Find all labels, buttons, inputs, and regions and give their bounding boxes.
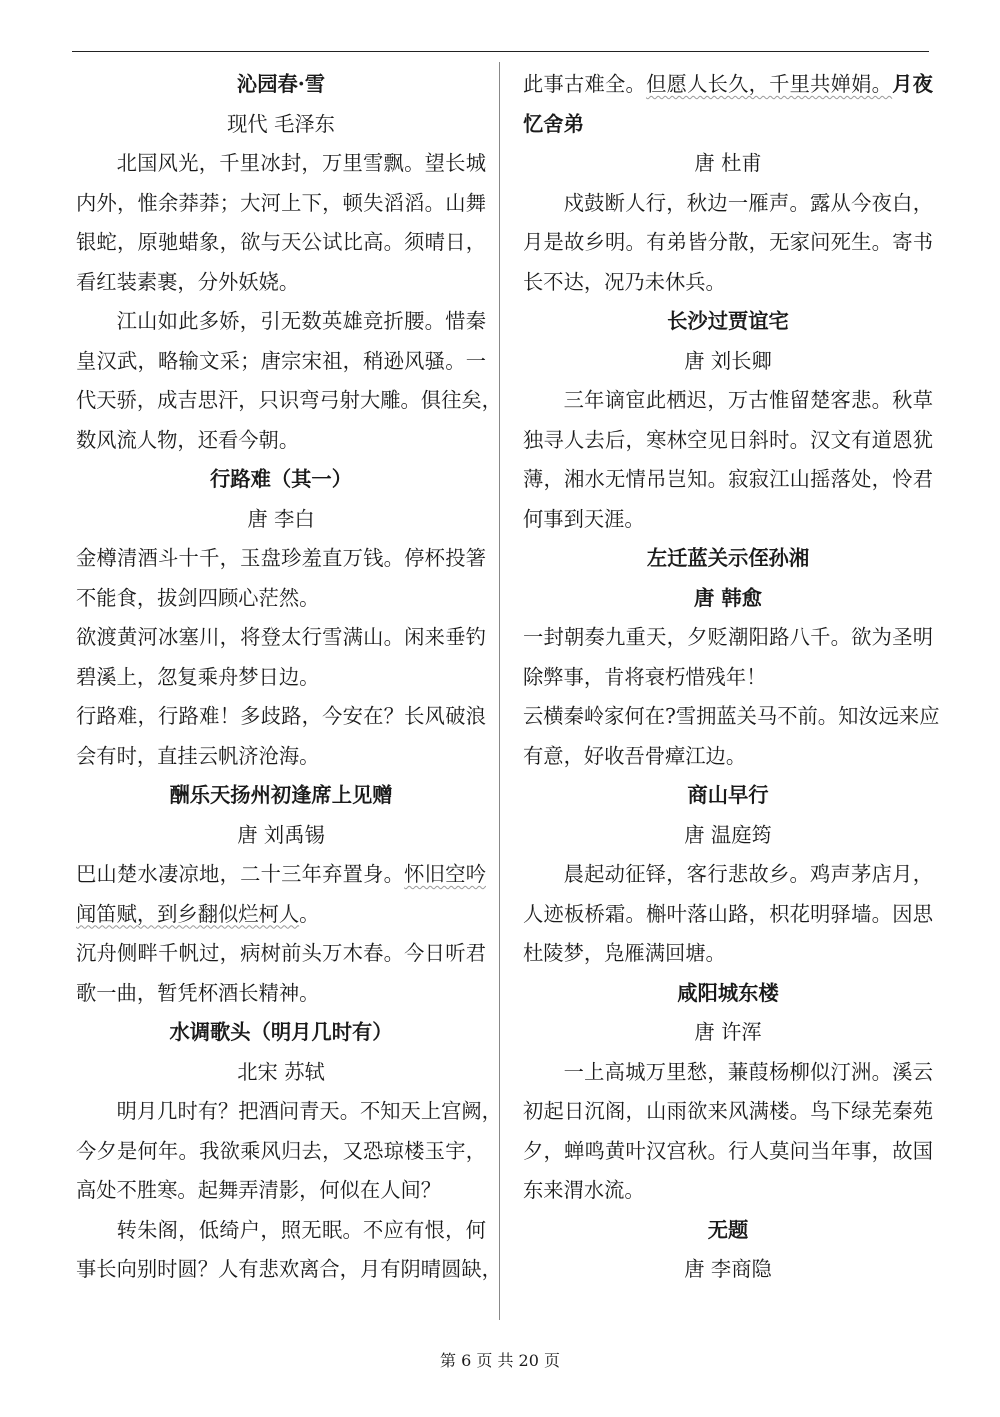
text-span: 行路难（其一）: [210, 467, 352, 491]
text-span: 初起日沉阁，山雨欲来风满楼。鸟下绿芜秦苑: [523, 1099, 933, 1123]
text-line: [523, 1171, 933, 1211]
text-span: 唐 许浑: [694, 1020, 762, 1044]
text-span: 云横秦岭家何在?雪拥蓝关马不前。知汝远来应: [523, 704, 940, 728]
text-span: 不能食，拔剑四顾心茫然。: [76, 585, 320, 610]
text-line: [76, 144, 486, 184]
underlined-text: 但愿人长久，千里共婵娟。: [646, 72, 893, 96]
text-span: 代天骄，成吉思汗，只识弯弓射大雕。俱往矣，: [76, 388, 502, 412]
text-line: [523, 263, 933, 303]
text-line: [76, 1092, 502, 1132]
text-line: [523, 658, 933, 698]
text-span: 杜陵梦，凫雁满回塘。: [523, 941, 726, 965]
text-span: 碧溪上，忽复乘舟梦日边。: [76, 664, 320, 689]
poem-title: [523, 302, 933, 342]
poem-title: [523, 1211, 933, 1251]
poem-author: [76, 500, 486, 540]
text-span: 水调歌头（明月几时有）: [169, 1020, 393, 1044]
right-column: [523, 65, 940, 1290]
text-line: [76, 539, 486, 579]
text-span: 沉舟侧畔千帆过，病树前头万木春。今日听君: [76, 941, 486, 965]
text-span: 除弊事，肯将衰朽惜残年！: [523, 664, 767, 689]
poem-title: [76, 776, 486, 816]
text-span: 晨起动征铎，客行悲故乡。鸡声茅店月，: [563, 862, 933, 886]
page-number: 第 6 页 共 20 页: [440, 1351, 560, 1370]
poem-title: [523, 776, 933, 816]
text-line: [523, 1053, 933, 1093]
text-span: 金樽清酒斗十千，玉盘珍羞直万钱。停杯投箸: [76, 546, 486, 570]
poem-author: [523, 342, 933, 382]
text-span: 明月几时有？把酒问青天。不知天上宫阙，: [116, 1099, 502, 1123]
text-line: [523, 618, 933, 658]
text-span: 看红装素裹，分外妖娆。: [76, 269, 300, 294]
text-line: [76, 934, 486, 974]
text-span: 皇汉武，略输文采；唐宗宋祖，稍逊风骚。一: [76, 348, 486, 373]
text-span: 事长向别时圆？人有悲欢离合，月有阴晴圆缺，: [76, 1257, 502, 1281]
text-line: [76, 302, 486, 342]
text-span: 商山早行: [687, 783, 769, 807]
text-span: 现代 毛泽东: [227, 111, 335, 136]
text-span: 东来渭水流。: [523, 1178, 645, 1202]
text-line: [523, 460, 933, 500]
text-span: 数风流人物，还看今朝。: [76, 427, 300, 452]
text-span: 高处不胜寒。起舞弄清影，何似在人间？: [76, 1178, 442, 1202]
text-span: 今夕是何年。我欲乘风归去，又恐琼楼玉宇，: [76, 1138, 486, 1163]
underlined-text: 闻笛赋，到乡翻似烂柯人: [76, 901, 300, 926]
text-line: [76, 697, 486, 737]
text-line: [76, 184, 486, 224]
text-span: 欲渡黄河冰塞川，将登太行雪满山。闲来垂钓: [76, 625, 486, 649]
poem-author: [523, 1250, 933, 1290]
text-span: 人迹板桥霜。槲叶落山路，枳花明驿墙。因思: [523, 901, 933, 926]
text-span: 此事古难全。: [523, 72, 647, 96]
text-line: [523, 421, 933, 461]
text-line: [523, 934, 933, 974]
poem-title: [523, 974, 933, 1014]
text-span: 银蛇，原驰蜡象，欲与天公试比高。须晴日，: [76, 230, 486, 254]
text-line: [76, 1132, 486, 1172]
text-span: 。: [299, 901, 320, 926]
text-span: 转朱阁，低绮户，照无眠。不应有恨，何: [116, 1217, 486, 1242]
text-line: [76, 342, 486, 382]
left-column: [76, 65, 502, 1290]
text-line: [76, 1171, 486, 1211]
text-span: 长不达，况乃未休兵。: [523, 269, 726, 294]
text-line: [76, 855, 486, 895]
text-line: [523, 855, 933, 895]
text-line: [76, 421, 486, 461]
text-span: 唐 杜甫: [694, 151, 762, 175]
text-line: [523, 697, 940, 737]
underlined-text: 怀旧空吟: [404, 862, 486, 886]
poem-title: [523, 579, 933, 619]
text-span: 唐 李商隐: [684, 1257, 772, 1281]
text-line: [76, 737, 486, 777]
text-line: [76, 974, 486, 1014]
text-span: 内外，惟余莽莽；大河上下，顿失滔滔。山舞: [76, 190, 486, 215]
text-span: 沁园春·雪: [236, 72, 326, 96]
text-span: 夕，蝉鸣黄叶汉宫秋。行人莫问当年事，故国: [523, 1138, 933, 1163]
text-line: [523, 381, 933, 421]
text-span: 酬乐天扬州初逢席上见赠: [169, 783, 393, 807]
text-span: 独寻人去后，寒林空见日斜时。汉文有道恩犹: [523, 427, 933, 452]
text-line: [76, 618, 486, 658]
text-span: 薄，湘水无情吊岂知。寂寂江山摇落处，怜君: [523, 467, 933, 491]
text-span: 一上高城万里愁，蒹葭杨柳似汀洲。溪云: [563, 1059, 933, 1084]
text-span: 咸阳城东楼: [677, 980, 779, 1005]
text-line: [76, 223, 486, 263]
poem-author: [76, 816, 486, 856]
text-line: [523, 1132, 933, 1172]
text-span: 何事到天涯。: [523, 506, 645, 531]
poem-author: [76, 105, 486, 145]
poem-title: [76, 65, 486, 105]
text-line: [523, 737, 933, 777]
text-span: 唐 韩愈: [694, 585, 762, 610]
text-line: [523, 105, 933, 145]
text-span: 月是故乡明。有弟皆分散，无家问死生。寄书: [523, 230, 933, 254]
text-span: 唐 刘禹锡: [237, 822, 325, 847]
text-span: 有意，好收吾骨瘴江边。: [523, 743, 747, 768]
text-line: [523, 1092, 933, 1132]
text-line: [76, 381, 502, 421]
poem-author: [523, 816, 933, 856]
text-line: [523, 65, 933, 105]
text-line: [76, 1211, 486, 1251]
header-rule: [72, 51, 929, 52]
text-line: [523, 500, 933, 540]
text-span: 歌一曲，暂凭杯酒长精神。: [76, 980, 320, 1005]
bold-title-text: 月夜: [892, 72, 933, 96]
bold-title-text: 忆舍弟: [523, 111, 584, 136]
text-span: 唐 刘长卿: [684, 348, 772, 373]
poem-author: [523, 1013, 933, 1053]
text-span: 一封朝奏九重天，夕贬潮阳路八千。欲为圣明: [523, 625, 933, 649]
text-span: 无题: [707, 1217, 749, 1242]
poem-title: [76, 1013, 486, 1053]
text-line: [523, 223, 933, 263]
text-line: [76, 895, 486, 935]
text-span: 北国风光，千里冰封，万里雪飘。望长城: [116, 151, 486, 175]
text-line: [523, 895, 933, 935]
text-span: 会有时，直挂云帆济沧海。: [76, 743, 320, 768]
text-span: 三年谪宦此栖迟，万古惟留楚客悲。秋草: [563, 388, 933, 412]
text-span: 北宋 苏轼: [237, 1059, 325, 1084]
poem-title: [76, 460, 486, 500]
text-span: 江山如此多娇，引无数英雄竞折腰。惜秦: [116, 309, 486, 333]
text-line: [523, 184, 933, 224]
text-span: 长沙过贾谊宅: [667, 309, 789, 333]
poem-author: [523, 144, 933, 184]
text-line: [76, 1250, 502, 1290]
text-span: 唐 李白: [247, 506, 315, 531]
text-span: 巴山楚水凄凉地，二十三年弃置身。: [76, 862, 405, 886]
text-line: [76, 658, 486, 698]
text-span: 行路难，行路难！多歧路，今安在？长风破浪: [76, 704, 486, 728]
poem-title: [523, 539, 933, 579]
text-line: [76, 579, 486, 619]
text-span: 唐 温庭筠: [684, 822, 772, 847]
poem-author: [76, 1053, 486, 1093]
text-line: [76, 263, 486, 303]
text-span: 戍鼓断人行，秋边一雁声。露从今夜白，: [563, 190, 933, 215]
text-span: 左迁蓝关示侄孙湘: [646, 546, 810, 570]
